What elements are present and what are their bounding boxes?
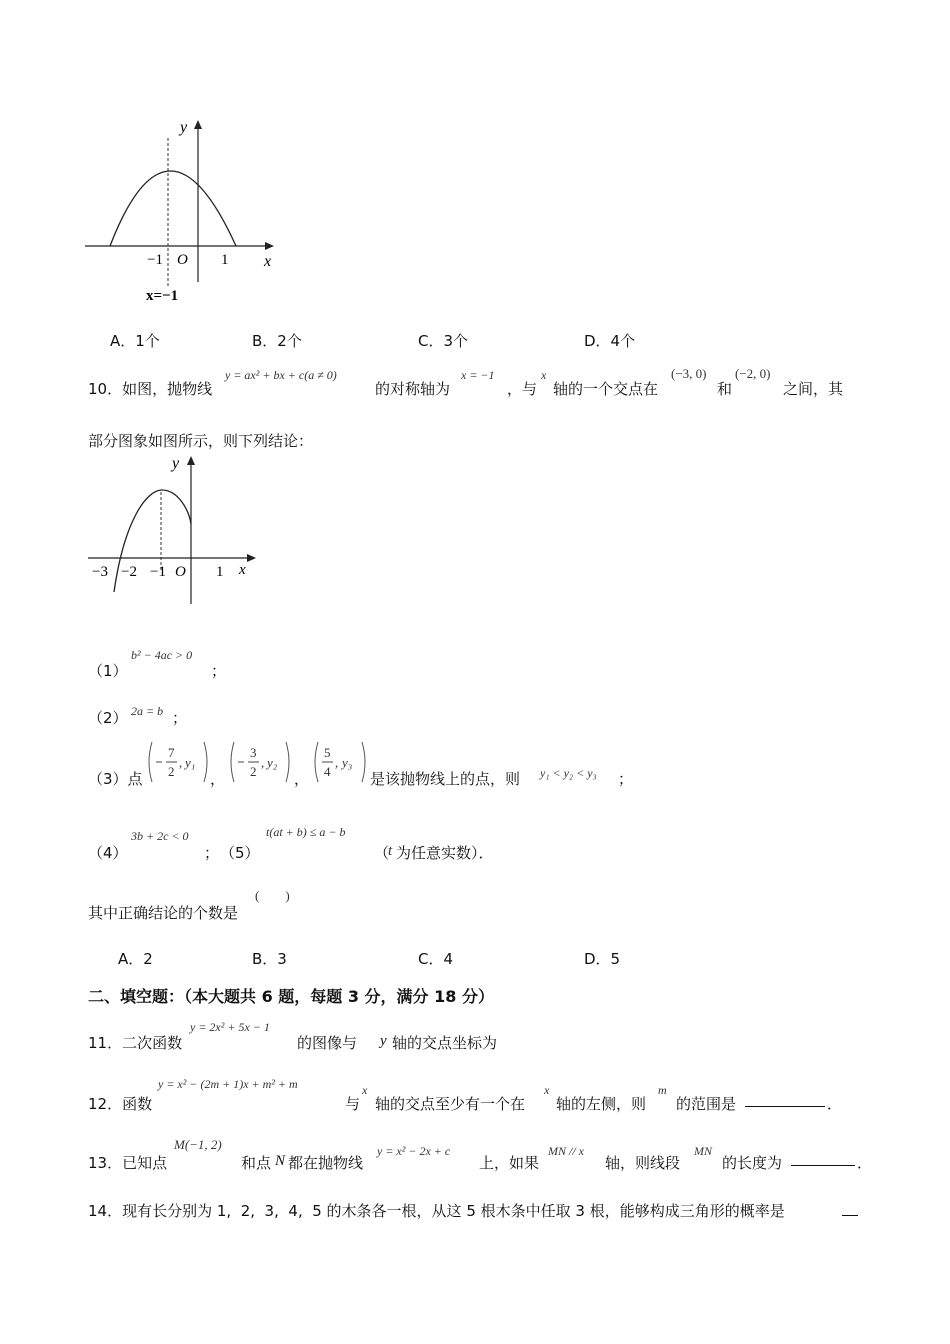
q11-text-2: 轴的交点坐标为 — [392, 1034, 498, 1052]
point-2-denominator: 2 — [250, 764, 257, 779]
q11-number: 11．二次函数 — [88, 1034, 183, 1052]
q13-end: ． — [857, 1154, 873, 1172]
q10-text-3: 轴的一个交点在 — [553, 380, 659, 398]
section-2-heading: 二、填空题：（本大题共 6 题，每题 3 分，满分 18 分） — [88, 987, 494, 1006]
q13-text-2: 都在抛物线 — [288, 1154, 364, 1172]
q10-answer-paren: ( ) — [255, 888, 290, 903]
y-axis-arrow-icon — [187, 456, 195, 465]
q13-parallel: MN // x — [548, 1144, 584, 1158]
q12-eq: y = x² − (2m + 1)x + m² + m — [158, 1077, 298, 1091]
q10-option-a[interactable]: A．2 — [118, 950, 153, 968]
figure-parabola-1 — [80, 110, 290, 310]
tick-label-neg1: −1 — [150, 564, 166, 580]
symmetry-axis-label: x=−1 — [146, 288, 179, 304]
q13-text-1: 和点 — [241, 1154, 272, 1172]
q13-n-var: N — [275, 1153, 286, 1169]
point-3-numerator: 5 — [324, 745, 331, 760]
statement-3-label: （3）点 — [88, 770, 143, 788]
statement-5-math: t(at + b) ≤ a − b — [266, 825, 346, 839]
point-2-numerator: 3 — [250, 745, 257, 760]
q10-point-2: (−2, 0) — [735, 366, 771, 381]
q12-text-2: 轴的交点至少有一个在 — [375, 1095, 526, 1113]
statement-4-label: （4） — [88, 844, 128, 862]
point-1 — [146, 740, 210, 784]
q12-number: 12．函数 — [88, 1095, 153, 1113]
statement-5-label: （5） — [220, 844, 260, 862]
point-2 — [228, 740, 292, 784]
point-3-denominator: 4 — [324, 764, 331, 779]
x-axis-arrow-icon — [265, 242, 274, 250]
q10-option-b[interactable]: B．3 — [252, 950, 287, 968]
q10-line-2: 部分图象如图所示，则下列结论： — [88, 432, 314, 450]
point-1-denominator: 2 — [168, 764, 175, 779]
q12-m-var: m — [658, 1083, 667, 1097]
q10-option-c[interactable]: C．4 — [418, 950, 454, 968]
tick-label-neg1: −1 — [147, 252, 163, 268]
q12-text-4: 的范围是 — [676, 1095, 737, 1113]
q10-text-5: 之间，其 — [783, 380, 844, 398]
point-3-y: y₃ — [342, 755, 353, 770]
q10-number: 10．如图，抛物线 — [88, 380, 213, 398]
q10-text-1: 的对称轴为 — [375, 380, 451, 398]
x-axis-label: x — [239, 562, 246, 578]
q12-text-1: 与 — [345, 1095, 361, 1113]
parabola-curve — [110, 171, 236, 246]
statement-5-note-text: 为任意实数）． — [396, 844, 494, 862]
q13-point-m: M(−1, 2) — [174, 1137, 222, 1152]
statement-3-inequality: y₁ < y₂ < y₃ — [540, 766, 597, 780]
statement-5-note-var: t — [388, 843, 393, 859]
q10-x-var: x — [541, 368, 547, 382]
q14-text: 14．现有长分别为 1, 2, 3, 4, 5 的木条各一根，从这 5 根木条中任取 3 根，能够构成三角形的概率是 — [88, 1202, 785, 1220]
q9-option-d[interactable]: D．4个 — [584, 332, 636, 350]
origin-label: O — [175, 564, 186, 580]
q13-mn-var: MN — [694, 1144, 712, 1158]
q11-y-var: y — [380, 1033, 387, 1049]
q9-option-a[interactable]: A．1个 — [110, 332, 160, 350]
q12-x-var-2: x — [544, 1083, 550, 1097]
q10-symmetry-axis: x = −1 — [461, 368, 495, 382]
statement-3-comma-2: ， — [294, 770, 310, 788]
statement-4-math: 3b + 2c < 0 — [131, 829, 189, 843]
figure-parabola-2 — [80, 448, 270, 608]
q10-parabola-eq: y = ax² + bx + c(a ≠ 0) — [225, 368, 337, 382]
q13-text-5: 的长度为 — [722, 1154, 783, 1172]
tick-label-1: 1 — [216, 564, 224, 580]
q13-text-3: 上，如果 — [479, 1154, 540, 1172]
q10-text-2: ，与 — [507, 380, 538, 398]
q10-ask-text: 其中正确结论的个数是 — [88, 904, 239, 922]
origin-label: O — [177, 252, 188, 268]
statement-2-label: （2） — [88, 709, 128, 727]
q13-answer-blank[interactable] — [791, 1151, 855, 1166]
q12-end: ． — [827, 1095, 843, 1113]
q12-x-var-1: x — [362, 1083, 368, 1097]
x-axis-label: x — [264, 253, 272, 270]
point-1-y: y₁ — [185, 755, 196, 770]
x-axis-arrow-icon — [247, 554, 256, 562]
q13-number: 13．已知点 — [88, 1154, 168, 1172]
tick-label-1: 1 — [221, 252, 229, 268]
svg-text:,: , — [335, 755, 339, 770]
statement-2-end: ； — [172, 709, 188, 727]
svg-text:,: , — [179, 755, 183, 770]
statement-1-label: （1） — [88, 662, 128, 680]
q14-answer-blank[interactable] — [842, 1201, 858, 1216]
point-1-numerator: 7 — [168, 745, 175, 760]
q11-eq: y = 2x² + 5x − 1 — [190, 1020, 270, 1034]
q9-option-c[interactable]: C．3个 — [418, 332, 469, 350]
svg-text:,: , — [261, 755, 265, 770]
q12-text-3: 轴的左侧，则 — [556, 1095, 647, 1113]
y-axis-label: y — [180, 119, 188, 136]
statement-1-end: ； — [211, 662, 227, 680]
statement-4-sep: ； — [204, 844, 220, 862]
tick-label-neg2: −2 — [121, 564, 137, 580]
statement-1-math: b² − 4ac > 0 — [131, 648, 193, 662]
point-3 — [312, 740, 368, 784]
q10-text-4: 和 — [717, 380, 733, 398]
statement-2-math: 2a = b — [131, 704, 164, 718]
q11-text-1: 的图像与 — [297, 1034, 358, 1052]
statement-3-end: ； — [618, 770, 634, 788]
y-axis-label: y — [172, 455, 180, 472]
q10-option-d[interactable]: D．5 — [584, 950, 621, 968]
q9-option-b[interactable]: B．2个 — [252, 332, 302, 350]
q12-answer-blank[interactable] — [745, 1092, 825, 1107]
statement-3-text: 是该抛物线上的点，则 — [370, 770, 521, 788]
q10-point-1: (−3, 0) — [671, 366, 707, 381]
point-2-y: y₂ — [267, 755, 278, 770]
q13-text-4: 轴，则线段 — [605, 1154, 681, 1172]
statement-3-comma-1: ， — [210, 770, 226, 788]
statement-5-note-open: （ — [374, 844, 390, 862]
q13-eq: y = x² − 2x + c — [377, 1144, 451, 1158]
y-axis-arrow-icon — [194, 120, 202, 129]
tick-label-neg3: −3 — [92, 564, 108, 580]
